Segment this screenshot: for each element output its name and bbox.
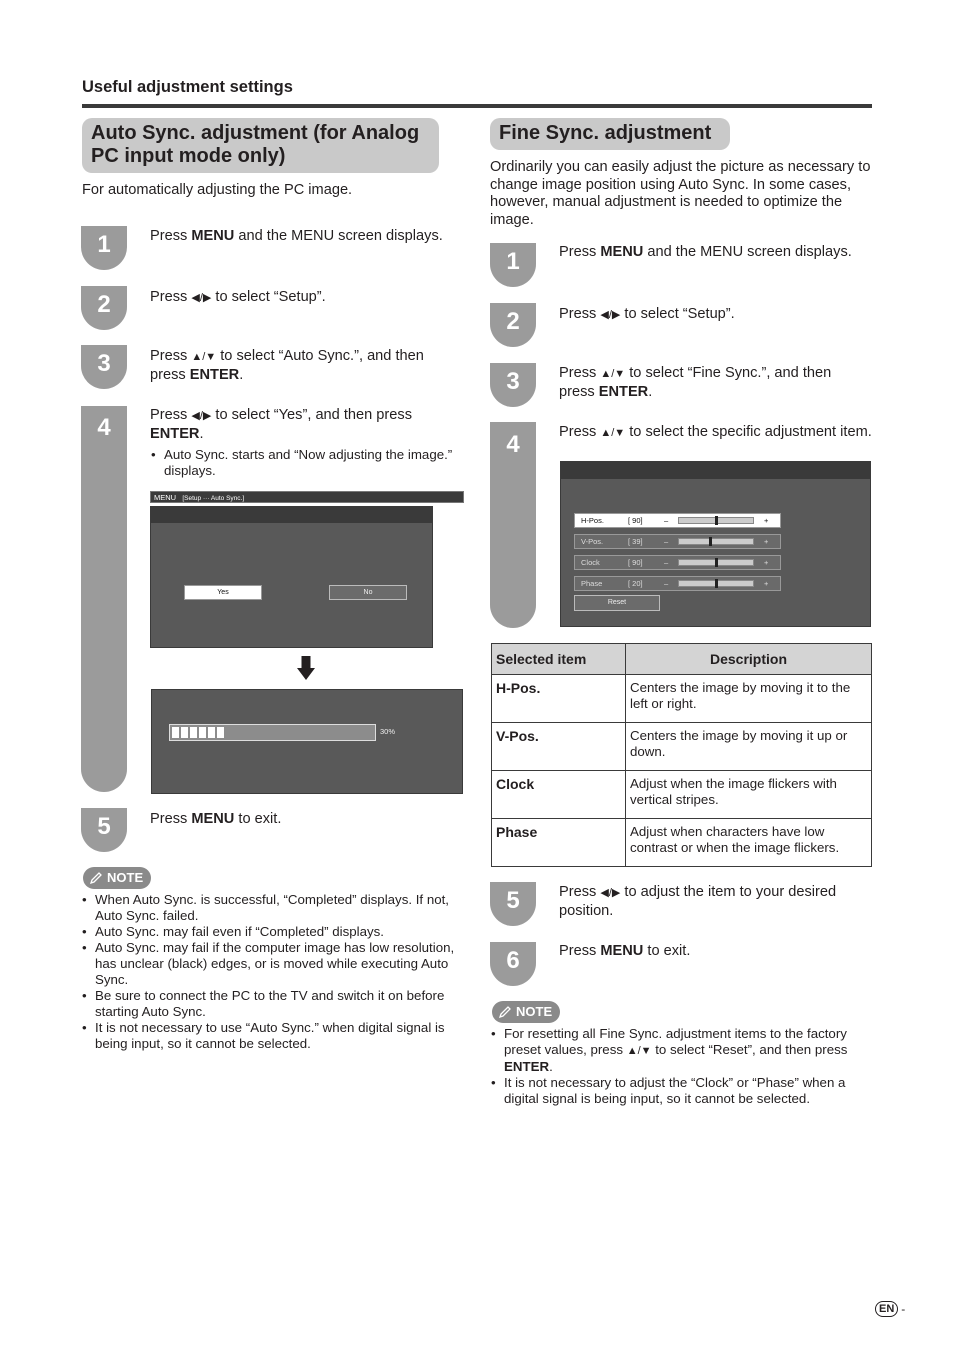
note-item: • For resetting all Fine Sync. adjustment items to the factory preset values, press ▲/▼ to select “Reset”, and then press ENTER. [491, 1026, 869, 1075]
pencil-icon [89, 871, 103, 885]
down-arrow-icon [297, 656, 315, 685]
step-tab-3: 3 [490, 363, 536, 407]
minus-icon: – [664, 579, 669, 588]
table-cell-item: Clock [492, 771, 626, 819]
fine-sync-row-vpos[interactable] [574, 534, 781, 549]
row-label: Phase [581, 579, 603, 588]
table-cell-desc: Adjust when characters have low contrast or when the image flickers. [626, 819, 872, 867]
progress-segment [217, 727, 224, 738]
up-down-arrows-icon: ▲/▼ [626, 1045, 652, 1057]
slider-thumb[interactable] [709, 537, 712, 546]
left-right-arrows-icon: ◀/▶ [600, 309, 621, 321]
fine-sync-intro: Ordinarily you can easily adjust the picture as necessary to change image position using Auto Sync. In some cases, however, manual adjustment is needed to optimize the image. [490, 159, 871, 228]
left-step-4-bullet: • Auto Sync. starts and “Now adjusting the image.” displays. [151, 447, 454, 479]
slider-thumb[interactable] [715, 579, 718, 588]
plus-icon: + [764, 537, 769, 546]
col-header-item: Selected item [492, 644, 626, 675]
language-badge: EN [875, 1301, 898, 1317]
table-cell-desc: Adjust when the image flickers with vertical stripes. [626, 771, 872, 819]
progress-label: 30% [380, 727, 396, 736]
row-label: H-Pos. [581, 516, 604, 525]
step-tab-5: 5 [81, 808, 127, 852]
progress-screen [151, 689, 463, 794]
note-badge: NOTE [492, 1001, 560, 1023]
slider-track[interactable] [678, 538, 754, 545]
row-value: [ 20] [628, 579, 643, 588]
right-step-3-text: Press ▲/▼ to select “Fine Sync.”, and then press ENTER. [559, 365, 832, 400]
section-label: Useful adjustment settings [82, 78, 293, 96]
step-tab-4: 4 [490, 422, 536, 628]
table-cell-item: V-Pos. [492, 723, 626, 771]
fine-sync-row-clock[interactable] [574, 555, 781, 570]
up-down-arrows-icon: ▲/▼ [191, 351, 217, 363]
minus-icon: – [664, 537, 669, 546]
fine-sync-heading: Fine Sync. adjustment [490, 118, 730, 150]
step-tab-6: 6 [490, 942, 536, 986]
table-cell-item: Phase [492, 819, 626, 867]
plus-icon: + [764, 579, 769, 588]
note-item: • It is not necessary to adjust the “Clock” or “Phase” when a digital signal is being input, so it cannot be selected. [491, 1075, 869, 1107]
auto-sync-heading: Auto Sync. adjustment (for Analog PC input mode only) [82, 118, 439, 173]
slider-track[interactable] [678, 517, 754, 524]
row-value: [ 90] [628, 516, 643, 525]
progress-segment [181, 727, 188, 738]
progress-bar [169, 724, 376, 741]
right-step-5-text: Press ◀/▶ to adjust the item to your desired position. [559, 884, 837, 919]
left-step-3-text: Press ▲/▼ to select “Auto Sync.”, and then press ENTER. [150, 348, 424, 383]
fine-sync-row-hpos[interactable] [574, 513, 781, 528]
screen-title-bar [561, 462, 870, 479]
note-item: • When Auto Sync. is successful, “Completed” displays. If not, Auto Sync. failed. [82, 892, 457, 924]
step-tab-2: 2 [81, 286, 127, 330]
fine-sync-row-phase[interactable] [574, 576, 781, 591]
right-step-4-text: Press ▲/▼ to select the specific adjustment item. [559, 424, 877, 443]
table-cell-desc: Centers the image by moving it up or down. [626, 723, 872, 771]
left-step-2-text: Press ◀/▶ to select “Setup”. [150, 289, 470, 308]
col-header-description: Description [626, 644, 872, 675]
step-tab-3: 3 [81, 345, 127, 389]
row-label: Clock [581, 558, 600, 567]
left-right-arrows-icon: ◀/▶ [600, 887, 621, 899]
fine-sync-table [491, 643, 872, 867]
slider-track[interactable] [678, 580, 754, 587]
minus-icon: – [664, 558, 669, 567]
table-row [492, 723, 872, 771]
note-item: • Auto Sync. may fail even if “Completed” displays. [82, 924, 457, 940]
up-down-arrows-icon: ▲/▼ [600, 368, 626, 380]
row-value: [ 90] [628, 558, 643, 567]
minus-icon: – [664, 516, 669, 525]
slider-thumb[interactable] [715, 516, 718, 525]
progress-segment [172, 727, 179, 738]
auto-sync-screen [150, 506, 433, 648]
note-item: • Auto Sync. may fail if the computer image has low resolution, has unclear (black) edges, or is moved while executing Auto Sync. [82, 940, 457, 988]
step-tab-2: 2 [490, 303, 536, 347]
step-tab-1: 1 [490, 243, 536, 287]
row-value: [ 39] [628, 537, 643, 546]
right-step-1-text: Press MENU and the MENU screen displays. [559, 244, 852, 260]
no-button[interactable]: No [329, 585, 407, 600]
yes-button[interactable]: Yes [184, 585, 262, 600]
left-right-arrows-icon: ◀/▶ [191, 410, 212, 422]
progress-segment [208, 727, 215, 738]
up-down-arrows-icon: ▲/▼ [600, 427, 626, 439]
left-right-arrows-icon: ◀/▶ [191, 292, 212, 304]
left-note-list [82, 892, 457, 1052]
table-row [492, 675, 872, 723]
page-footer [875, 1301, 905, 1317]
right-note-list [491, 1026, 869, 1107]
plus-icon: + [764, 516, 769, 525]
table-row [492, 771, 872, 819]
left-step-4-text: Press ◀/▶ to select “Yes”, and then press ENTER. [150, 407, 412, 442]
section-rule [82, 104, 872, 108]
note-badge: NOTE [83, 867, 151, 889]
step-tab-5: 5 [490, 882, 536, 926]
slider-track[interactable] [678, 559, 754, 566]
right-step-6-text: Press MENU to exit. [559, 943, 691, 959]
table-row [492, 819, 872, 867]
menu-bar: MENU [Setup ··· Auto Sync.] [150, 491, 464, 503]
plus-icon: + [764, 558, 769, 567]
row-label: V-Pos. [581, 537, 604, 546]
screen-title-bar [151, 507, 432, 523]
slider-thumb[interactable] [715, 558, 718, 567]
left-step-1-text: Press MENU and the MENU screen displays. [150, 228, 443, 244]
note-item: • It is not necessary to use “Auto Sync.” when digital signal is being input, so it cannot be selected. [82, 1020, 457, 1052]
note-item: • Be sure to connect the PC to the TV and switch it on before starting Auto Sync. [82, 988, 457, 1020]
step-tab-1: 1 [81, 226, 127, 270]
step-tab-4: 4 [81, 406, 127, 792]
left-step-5-text: Press MENU to exit. [150, 811, 282, 827]
table-cell-desc: Centers the image by moving it to the left or right. [626, 675, 872, 723]
progress-fill [172, 727, 224, 738]
table-cell-item: H-Pos. [492, 675, 626, 723]
page-dash: - [901, 1302, 906, 1316]
table-header-row [492, 644, 872, 675]
reset-button[interactable]: Reset [574, 595, 660, 611]
right-step-2-text: Press ◀/▶ to select “Setup”. [559, 306, 879, 325]
progress-segment [199, 727, 206, 738]
auto-sync-intro: For automatically adjusting the PC image. [82, 182, 353, 198]
progress-segment [190, 727, 197, 738]
pencil-icon [498, 1005, 512, 1019]
